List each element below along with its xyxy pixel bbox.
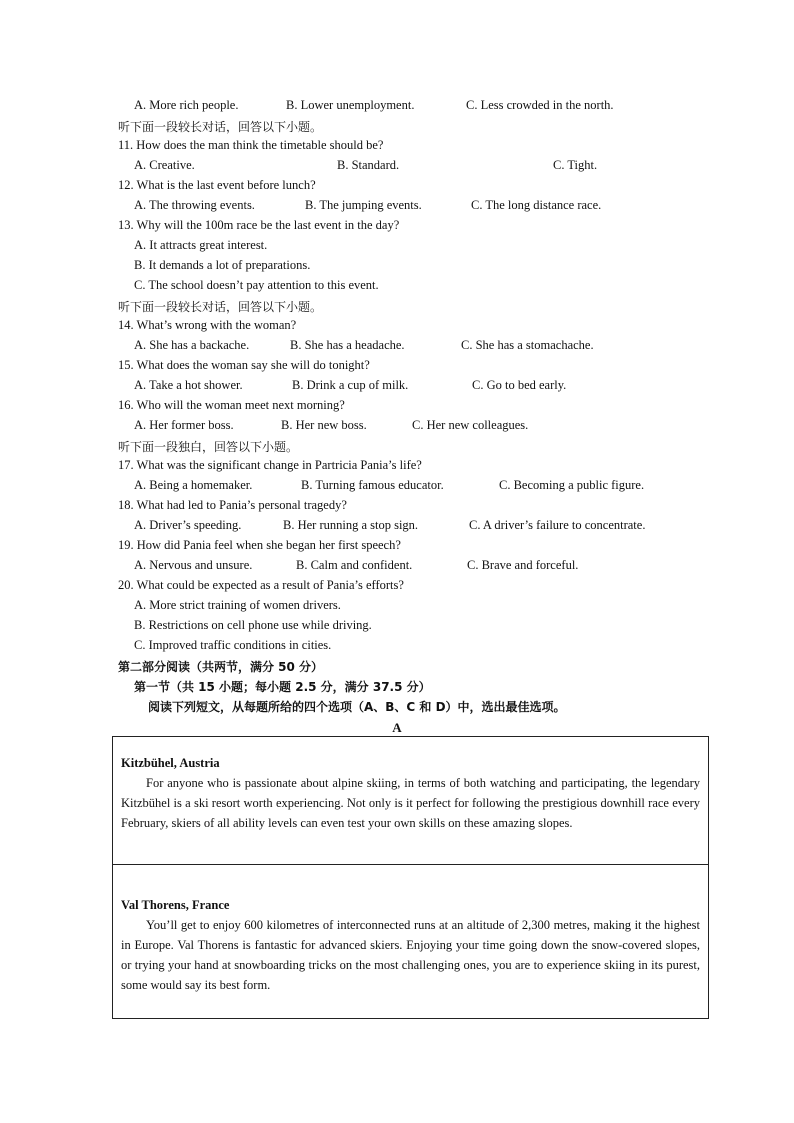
part2-title: 第二部分阅读（共两节，满分 50 分）	[118, 660, 324, 674]
q16-option-c: C. Her new colleagues.	[412, 418, 529, 432]
q15-question: 15. What does the woman say she will do tonight?	[118, 358, 370, 372]
q14-option-a: A. She has a backache.	[134, 338, 250, 352]
q18-option-a: A. Driver’s speeding.	[134, 518, 242, 532]
q20-option-b: B. Restrictions on cell phone use while driving.	[134, 618, 372, 632]
q18-option-b: B. Her running a stop sign.	[283, 518, 419, 532]
q12-question: 12. What is the last event before lunch?	[118, 178, 316, 192]
q14-question: 14. What’s wrong with the woman?	[118, 318, 297, 332]
q11-option-a: A. Creative.	[134, 158, 195, 172]
q17-option-a: A. Being a homemaker.	[134, 478, 253, 492]
q17-option-b: B. Turning famous educator.	[301, 478, 444, 492]
q11-option-c: C. Tight.	[553, 158, 598, 172]
q17-question: 17. What was the significant change in Partricia Pania’s life?	[118, 458, 422, 472]
q18-question: 18. What had led to Pania’s personal tragedy?	[118, 498, 347, 512]
q15-option-a: A. Take a hot shower.	[134, 378, 243, 392]
q12-option-c: C. The long distance race.	[471, 198, 602, 212]
passage-letter: A	[392, 720, 402, 735]
q13-option-c: C. The school doesn’t pay attention to this event.	[134, 278, 379, 292]
q19-question: 19. How did Pania feel when she began her first speech?	[118, 538, 401, 552]
q19-option-a: A. Nervous and unsure.	[134, 558, 253, 572]
q12-option-b: B. The jumping events.	[305, 198, 422, 212]
q16-question: 16. Who will the woman meet next morning?	[118, 398, 345, 412]
passage-text: You’ll get to enjoy 600 kilometres of interconnected runs at an altitude of 2,300 metres, making it the highest in Europe. Val Thorens is fantastic for advanced skiers. Enjoying your time going down the snow-covered slopes, or trying your hand at snowboarding tricks on the most challenging ones, you are to experience skiing in its purest, some would say its best form.	[121, 918, 700, 992]
q10-option-c: C. Less crowded in the north.	[466, 98, 614, 112]
q16-option-b: B. Her new boss.	[281, 418, 367, 432]
q15-option-c: C. Go to bed early.	[472, 378, 567, 392]
q10-option-b: B. Lower unemployment.	[286, 98, 415, 112]
q15-option-b: B. Drink a cup of milk.	[292, 378, 409, 392]
q13-option-a: A. It attracts great interest.	[134, 238, 268, 252]
q20-option-a: A. More strict training of women drivers.	[134, 598, 341, 612]
q11-question: 11. How does the man think the timetable should be?	[118, 138, 384, 152]
passage-box-kitzbuhel	[112, 736, 709, 865]
q19-option-c: C. Brave and forceful.	[467, 558, 579, 572]
dialog2-instruction: 听下面一段较长对话，回答以下小题。	[118, 300, 323, 314]
q13-question: 13. Why will the 100m race be the last event in the day?	[118, 218, 400, 232]
q14-option-b: B. She has a headache.	[290, 338, 405, 352]
q17-option-c: C. Becoming a public figure.	[499, 478, 645, 492]
q20-question: 20. What could be expected as a result of Pania’s efforts?	[118, 578, 404, 592]
q10-option-a: A. More rich people.	[134, 98, 239, 112]
q18-option-c: C. A driver’s failure to concentrate.	[469, 518, 646, 532]
monologue-instruction: 听下面一段独白，回答以下小题。	[118, 440, 299, 454]
passage-box-val-thorens	[112, 864, 709, 1019]
q12-option-a: A. The throwing events.	[134, 198, 255, 212]
q20-option-c: C. Improved traffic conditions in cities.	[134, 638, 332, 652]
q19-option-b: B. Calm and confident.	[296, 558, 413, 572]
passage-text: For anyone who is passionate about alpine skiing, in terms of both watching and participating, the legendary Kitzbühel is a ski resort worth experiencing. Not only is it perfect for following the prestigious downhill race every February, skiers of all ability levels can even test your own skills on these amazing slopes.	[121, 776, 700, 830]
q11-option-b: B. Standard.	[337, 158, 400, 172]
passage-title: Val Thorens, France	[121, 898, 230, 912]
part2-instruction: 阅读下列短文，从每题所给的四个选项（A、B、C 和 D）中，选出最佳选项。	[148, 700, 566, 714]
dialog1-instruction: 听下面一段较长对话，回答以下小题。	[118, 120, 323, 134]
passage-title: Kitzbühel, Austria	[121, 756, 220, 770]
q14-option-c: C. She has a stomachache.	[461, 338, 594, 352]
part2-section1: 第一节（共 15 小题；每小题 2.5 分，满分 37.5 分）	[134, 680, 431, 694]
q16-option-a: A. Her former boss.	[134, 418, 234, 432]
q13-option-b: B. It demands a lot of preparations.	[134, 258, 311, 272]
